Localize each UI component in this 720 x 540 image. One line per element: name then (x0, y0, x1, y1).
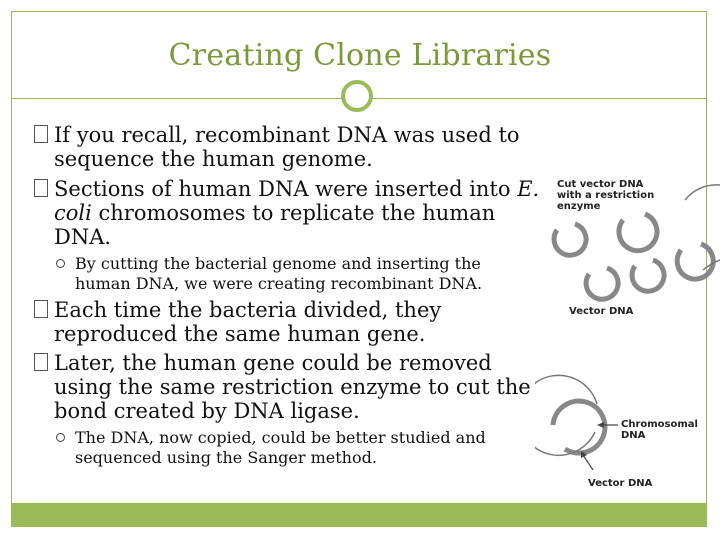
chromosome-arc (535, 375, 597, 455)
cut-plasmid-icon (632, 260, 664, 291)
bullet-4-line3: bond created by DNA ligase. (54, 399, 360, 423)
bullet-2-line2 (34, 201, 564, 225)
bullet-4 (34, 351, 554, 423)
label-chromosomal-dna: Chromosomal DNA (621, 419, 698, 441)
bullet-2-text: Sections of human DNA were inserted into (54, 177, 518, 201)
subbullet-2 (56, 428, 536, 468)
title-ring-icon (341, 80, 373, 112)
chromosome-arc (685, 185, 720, 200)
subbullet-circle-icon (56, 433, 65, 442)
bullet-4-line2: using the same restriction enzyme to cut the (54, 375, 531, 399)
bullet-4-line1: Later, the human gene could be removed (54, 351, 492, 375)
label-cut-line3: enzyme (557, 201, 601, 212)
bullet-2 (34, 177, 564, 249)
bullet-2-italic-e: E. (517, 177, 540, 201)
bullet-3-line2: reproduced the same human gene. (54, 322, 426, 346)
cut-plasmid-icon (554, 224, 586, 255)
bullet-1-line1: If you recall, recombinant DNA was used to (54, 123, 520, 147)
bullet-2-line1 (34, 177, 564, 201)
label-cut-vector (557, 179, 654, 212)
plasmid-diagram-graphic (535, 170, 720, 495)
bullet-box-icon (34, 179, 48, 197)
bullet-2-italic-coli: coli (54, 201, 92, 225)
subbullet-2-line1: The DNA, now copied, could be better studied and (75, 428, 486, 447)
bullet-3-line1: Each time the bacteria divided, they (54, 298, 442, 322)
label-cut-line1: Cut vector DNA (557, 179, 644, 190)
cut-plasmid-icon (619, 214, 657, 251)
arrow-vector (583, 455, 593, 470)
subbullet-2-line2: sequenced using the Sanger method. (75, 448, 377, 467)
cloning-diagram (535, 170, 720, 499)
bullet-box-icon (34, 125, 48, 143)
bullet-1 (34, 123, 554, 171)
cut-plasmid-icon (677, 244, 713, 279)
label-vector-dna-top: Vector DNA (569, 306, 634, 317)
slide-title: Creating Clone Libraries (168, 38, 552, 73)
bullet-box-icon (34, 353, 48, 371)
label-cut-line2: with a restriction (557, 190, 655, 201)
footer-bar (11, 503, 707, 527)
bullet-2-line3: DNA. (54, 225, 112, 249)
subbullet-1 (56, 254, 536, 294)
bullet-box-icon (34, 300, 48, 318)
bullet-2-text-cont: chromosomes to replicate the human (91, 201, 496, 225)
recombinant-plasmid-icon (553, 401, 605, 453)
label-vector-dna-bottom: Vector DNA (588, 478, 653, 489)
subbullet-circle-icon (56, 259, 65, 268)
cut-plasmid-icon (586, 268, 618, 299)
bullet-1-line2: sequence the human genome. (54, 147, 373, 171)
bullet-3 (34, 298, 554, 346)
subbullet-1-line2: human DNA, we were creating recombinant DNA. (75, 274, 483, 293)
subbullet-1-line1: By cutting the bacterial genome and inserting the (75, 254, 481, 273)
